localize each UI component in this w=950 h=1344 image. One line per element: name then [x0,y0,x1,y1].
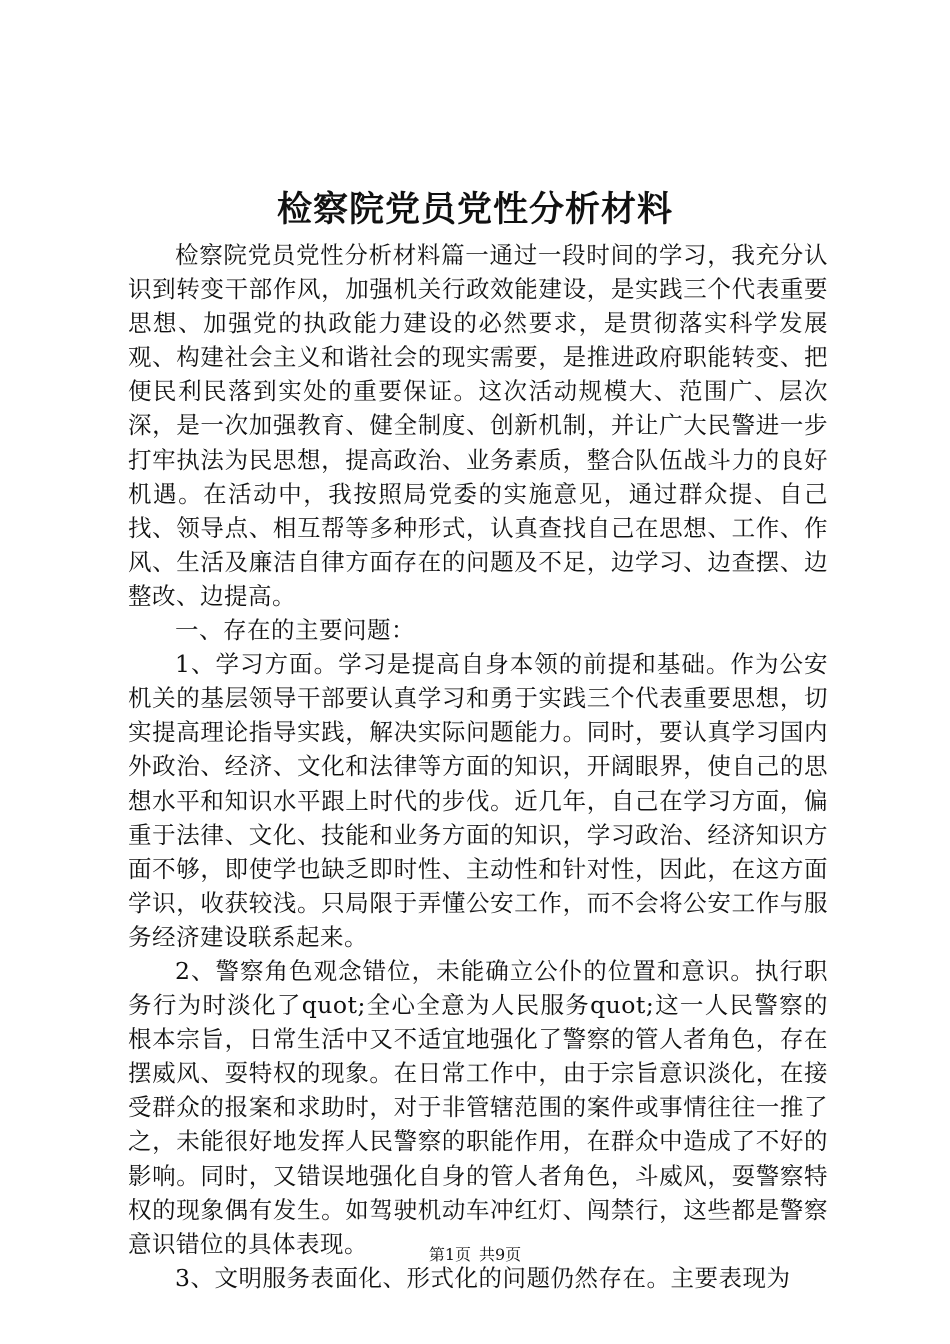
paragraph-police-role: 2、警察角色观念错位，未能确立公仆的位置和意识。执行职务行为时淡化了quot;全心全意为人民服务quot;这一人民警察的根本宗旨，日常生活中又不适宜地强化了警察的管人者角色，存在摆威风、耍特权的现象。在日常工作中，由于宗旨意识淡化，在接受群众的报案和求助时，对于非管辖范围的案件或事情往往一推了之，未能很好地发挥人民警察的职能作用，在群众中造成了不好的影响。同时，又错误地强化自身的管人者角色，斗威风，耍警察特权的现象偶有发生。如驾驶机动车冲红灯、闯禁行，这些都是警察意识错位的具体表现。 [128,956,828,1258]
page-number-total: 共9页 [479,1245,522,1264]
paragraph-study: 1、学习方面。学习是提高自身本领的前提和基础。作为公安机关的基层领导干部要认真学习和勇于实践三个代表重要思想，切实提高理论指导实践，解决实际问题能力。同时，要认真学习国内外政治、经济、文化和法律等方面的知识，开阔眼界，使自己的思想水平和知识水平跟上时代的步伐。近几年，自己在学习方面，偏重于法律、文化、技能和业务方面的知识，学习政治、经济知识方面不够，即使学也缺乏即时性、主动性和针对性，因此，在这方面学识，收获较浅。只局限于弄懂公安工作，而不会将公安工作与服务经济建设联系起来。 [128,650,828,951]
paragraph-civil-service: 3、文明服务表面化、形式化的问题仍然存在。主要表现为 [175,1263,791,1292]
paragraph-intro: 检察院党员党性分析材料篇一通过一段时间的学习，我充分认识到转变干部作风，加强机关行政效能建设，是实践三个代表重要思想、加强党的执政能力建设的必然要求，是贯彻落实科学发展观、构建社会主义和谐社会的现实需要，是推进政府职能转变、把便民利民落到实处的重要保证。这次活动规模大、范围广、层次深，是一次加强教育、健全制度、创新机制，并让广大民警进一步打牢执法为民思想，提高政治、业务素质，整合队伍战斗力的良好机遇。在活动中，我按照局党委的实施意见，通过群众提、自己找、领导点、相互帮等多种形式，认真查找自己在思想、工作、作风、生活及廉洁自律方面存在的问题及不足，边学习、边查摆、边整改、边提高。 [128,241,828,610]
page-footer [0,1244,950,1266]
document-title: 检察院党员党性分析材料 [276,189,673,230]
document-body [128,238,828,1295]
section-heading-problems: 一、存在的主要问题： [175,616,415,645]
page-number-current: 第1页 [428,1245,471,1264]
